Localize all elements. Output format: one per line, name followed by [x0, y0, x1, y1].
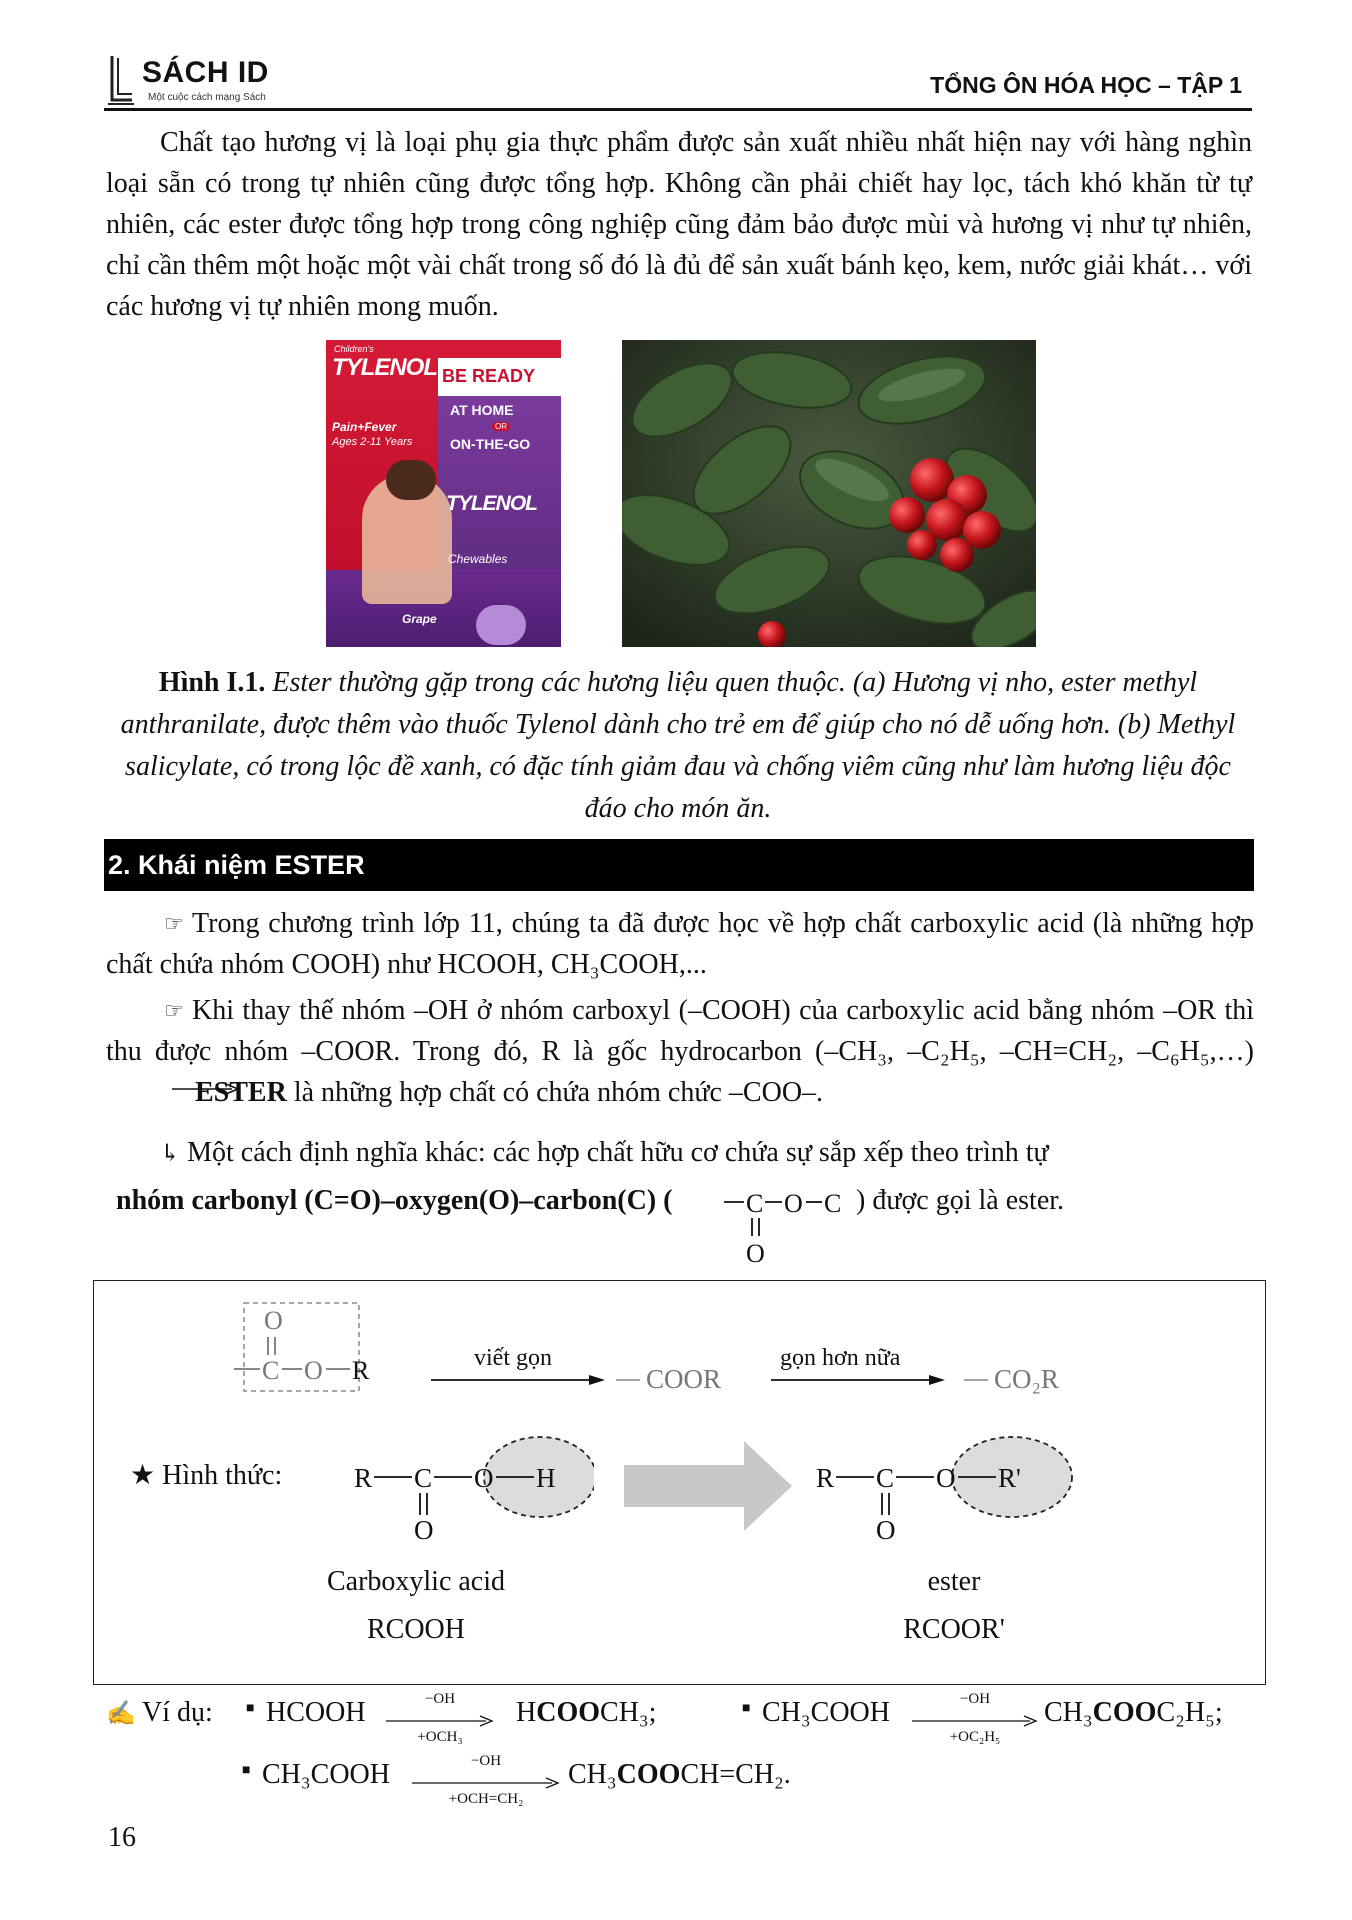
- carboxylic-acid-structure: [354, 1431, 594, 1541]
- header-divider: [104, 108, 1252, 111]
- bullet-1: [106, 903, 1254, 985]
- svg-text:O: O: [304, 1356, 323, 1385]
- ester-name: ester: [927, 1566, 981, 1597]
- svg-text:O: O: [474, 1463, 494, 1493]
- bond-line: [962, 1364, 992, 1384]
- example-2-reactant: CH₃COOH: [762, 1697, 890, 1728]
- svg-text:C: C: [746, 1189, 764, 1218]
- svg-text:R: R: [816, 1463, 835, 1493]
- figure-label: Hình I.1.: [158, 667, 266, 698]
- example-1-top: −OH: [424, 1691, 456, 1707]
- book-title: TỔNG ÔN HÓA HỌC – TẬP 1: [930, 72, 1242, 98]
- logo-tagline: Một cuộc cách mạng Sách: [148, 92, 266, 103]
- example-1-bottom: +OCH₃: [417, 1729, 463, 1745]
- svg-text:O: O: [414, 1515, 434, 1541]
- reaction-arrow-icon: [410, 1777, 562, 1789]
- example-3-reactant: CH₃COOH: [262, 1759, 390, 1790]
- page-number: 16: [108, 1822, 136, 1853]
- svg-text:C: C: [414, 1463, 433, 1493]
- svg-text:O: O: [936, 1463, 956, 1493]
- bullet-square-icon: ■: [742, 1701, 751, 1716]
- section-heading: 2. Khái niệm ESTER: [104, 839, 1254, 891]
- ester-diagram-box: [93, 1280, 1266, 1685]
- pencil-arrow-icon: ↳: [160, 1141, 181, 1167]
- example-2-bottom: +OC₂H₅: [949, 1729, 1001, 1745]
- right-arrow-icon: [429, 1373, 609, 1387]
- svg-text:R: R: [352, 1356, 370, 1385]
- big-arrow-icon: [624, 1441, 794, 1531]
- svg-text:C: C: [876, 1463, 895, 1493]
- svg-text:H: H: [536, 1463, 556, 1493]
- long-arrow-icon: [112, 1066, 182, 1107]
- examples: [106, 1691, 1256, 1827]
- brand-small: Children's: [334, 344, 374, 354]
- definition-text: Một cách định nghĩa khác: các hợp chất hữu cơ chứa sự sắp xếp theo trình tự: [187, 1137, 1049, 1168]
- pain-fever-text: Pain+Fever: [332, 420, 397, 434]
- svg-text:O: O: [746, 1239, 765, 1266]
- functional-group-structure: [234, 1301, 444, 1401]
- svg-text:O: O: [876, 1515, 896, 1541]
- reaction-arrow-icon: [384, 1715, 496, 1727]
- ester-keyword: ESTER: [195, 1077, 287, 1108]
- coor-text: COOR: [646, 1364, 722, 1394]
- svg-text:O: O: [784, 1189, 803, 1218]
- svg-text:C: C: [824, 1189, 842, 1218]
- intro-paragraph: Chất tạo hương vị là loại phụ gia thực phẩm được sản xuất nhiều nhất hiện nay với hàng nghìn loại sẵn có trong tự nhiên cũng được tổng hợp. Không cần phải chiết hay lọc, tách khó khăn từ tự nhiên, các ester được tổng hợp trong công nghiệp cũng đảm bảo được mùi và hương vị như tự nhiên, chỉ cần thêm một hoặc một vài chất trong số đó là đủ để sản xuất bánh kẹo, kem, nước giải khát… với các hương vị tự nhiên mong muốn.: [106, 127, 1252, 322]
- example-1-reactant: HCOOH: [266, 1697, 366, 1728]
- brand-name-2: TYLENOL: [446, 492, 537, 515]
- be-ready-text: BE READY: [442, 366, 536, 386]
- reaction-arrow-icon: [910, 1715, 1040, 1727]
- examples-label: Ví dụ:: [142, 1697, 213, 1728]
- on-the-go-text: ON-THE-GO: [450, 436, 531, 452]
- figure-caption: [112, 662, 1244, 830]
- photo-wintergreen: [622, 340, 1036, 647]
- svg-text:R: R: [354, 1463, 373, 1493]
- example-2-product: CH₃COOC₂H₅;: [1044, 1697, 1223, 1728]
- bullet-square-icon: ■: [242, 1763, 251, 1778]
- acid-formula: RCOOH: [366, 1614, 465, 1645]
- ester-structure: [816, 1431, 1076, 1541]
- example-2-top: −OH: [959, 1691, 991, 1707]
- definition-line-2: [116, 1180, 1256, 1270]
- example-1-product: HCOOCH₃;: [516, 1697, 657, 1728]
- arrow-label-2: gọn hơn nữa: [780, 1345, 901, 1371]
- bullet-1-text: Trong chương trình lớp 11, chúng ta đã được học về hợp chất carboxylic acid (là những hợp chất chứa nhóm COOH) như HCOOH, CH₃COOH,...: [106, 908, 1254, 980]
- photo-tylenol: [326, 340, 561, 647]
- pencil-icon: ✍: [106, 1701, 136, 1727]
- chewables-text: Chewables: [448, 552, 508, 566]
- definition-end: ) được gọi là ester.: [856, 1185, 1065, 1216]
- at-home-text: AT HOME: [450, 402, 514, 418]
- logo: [106, 50, 306, 108]
- bullet-2-end: là những hợp chất có chứa nhóm chức –COO–.: [293, 1077, 824, 1108]
- example-3-top: −OH: [470, 1753, 502, 1769]
- definition-bold: nhóm carbonyl (C=O)–oxygen(O)–carbon(C) (: [116, 1185, 673, 1216]
- acid-name: Carboxylic acid: [326, 1566, 506, 1597]
- cooc-structure: [722, 1180, 852, 1266]
- co2r-text: CO₂R: [994, 1364, 1059, 1394]
- right-arrow-icon: [769, 1373, 949, 1387]
- arrow-label-1: viết gọn: [474, 1345, 552, 1371]
- svg-text:R': R': [998, 1463, 1021, 1493]
- hinh-thuc-label: ★ Hình thức:: [130, 1460, 283, 1491]
- bond-line: [614, 1364, 644, 1384]
- ages-text: Ages 2-11 Years: [332, 436, 413, 448]
- or-badge: OR: [492, 422, 510, 431]
- wintergreen-illustration: [622, 340, 1036, 647]
- svg-text:O: O: [264, 1306, 283, 1335]
- pointing-hand-icon: ☞: [164, 998, 184, 1023]
- bullet-2: [106, 990, 1254, 1113]
- example-3-bottom: +OCH=CH₂: [448, 1791, 524, 1807]
- pointing-hand-icon: ☞: [164, 911, 184, 936]
- bullet-2-text: Khi thay thế nhóm –OH ở nhóm carboxyl (–COOH) của carboxylic acid bằng nhóm –OR thì thu được nhóm –COOR. Trong đó, R là gốc hydrocarbon (–CH₃, –C₂H₅, –CH=CH₂, –C₆H₅,…): [106, 995, 1254, 1067]
- brand-name: TYLENOL: [332, 354, 437, 381]
- book-icon: [106, 54, 136, 106]
- ester-formula: RCOOR': [903, 1614, 1005, 1645]
- logo-text: SÁCH ID: [142, 56, 269, 89]
- bullet-square-icon: ■: [246, 1701, 255, 1716]
- grape-text: Grape: [402, 612, 437, 626]
- definition-line-1: [160, 1132, 1250, 1175]
- figure-caption-text: Ester thường gặp trong các hương liệu quen thuộc. (a) Hương vị nho, ester methyl anthranilate, được thêm vào thuốc Tylenol dành cho trẻ em để giúp cho nó dễ uống hơn. (b) Methyl salicylate, có trong lộc đề xanh, có đặc tính giảm đau và chống viêm cũng như làm hương liệu độc đáo cho món ăn.: [120, 667, 1236, 824]
- example-3-product: CH₃COOCH=CH₂.: [568, 1759, 791, 1790]
- svg-text:C: C: [262, 1356, 280, 1385]
